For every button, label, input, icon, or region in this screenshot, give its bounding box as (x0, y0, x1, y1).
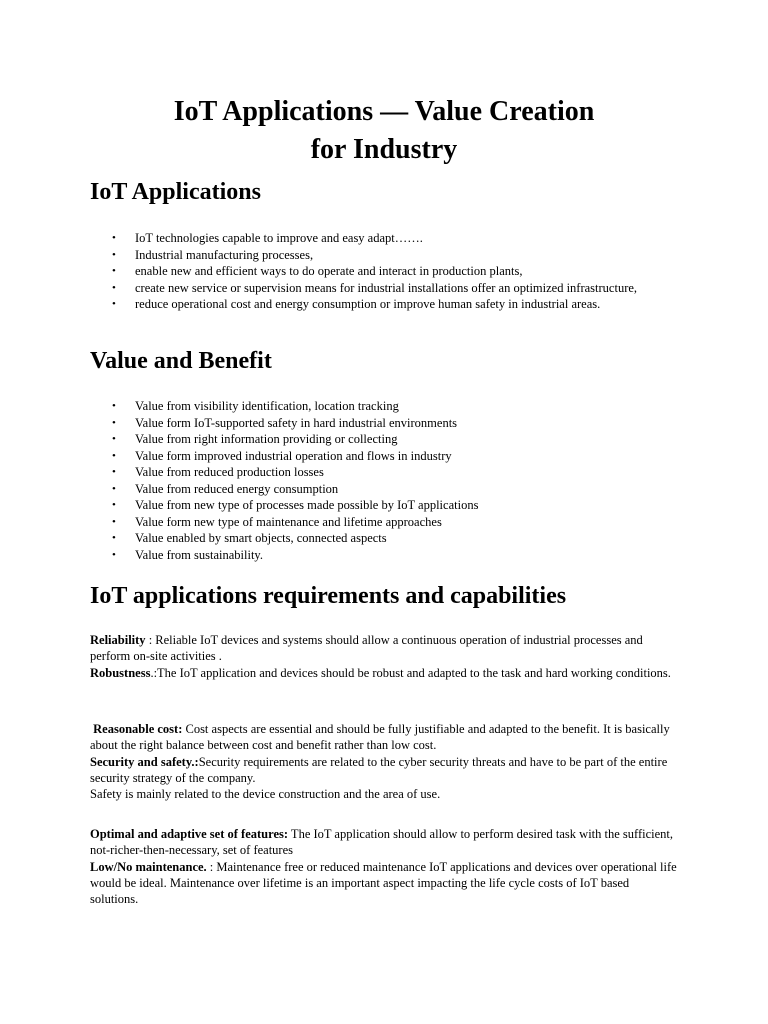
list-item: • Value from new type of processes made possible by IoT applications (90, 497, 690, 514)
cost-paragraph (90, 721, 680, 754)
list-item: • Value from sustainability. (90, 547, 690, 564)
reliability-paragraph (90, 632, 680, 665)
features-text: The IoT application should allow to perform desired task with the sufficient, not-richer-then-necessary, set of features (90, 827, 674, 858)
features-term: Optimal and adaptive set of features: (90, 827, 289, 841)
list-item: • Value form improved industrial operation and flows in industry (90, 448, 690, 465)
list-item: • reduce operational cost and energy consumption or improve human safety in industrial areas. (90, 296, 690, 313)
requirements-block-3 (90, 826, 680, 907)
security-term: Security and safety.: (90, 754, 199, 769)
requirements-block-1 (90, 632, 680, 681)
list-item: • Value form IoT-supported safety in hard industrial environments (90, 415, 690, 432)
list-item: • Value from reduced production losses (90, 464, 690, 481)
robustness-term: Robustness (90, 665, 151, 680)
requirements-block-2 (90, 721, 680, 802)
features-paragraph (90, 826, 680, 859)
reliability-text: : Reliable IoT devices and systems should allow a continuous operation of industrial processes and perform on-site activities . (90, 633, 643, 664)
robustness-text: .:The IoT application and devices should be robust and adapted to the task and hard working conditions. (150, 665, 671, 680)
safety-note: Safety is mainly related to the device construction and the area of use. (90, 787, 441, 802)
maintenance-text: : Maintenance free or reduced maintenance IoT applications and devices over operational life would be ideal. Maintenance over lifetime is an important aspect impacting the life cycle costs of IoT based solutions. (90, 859, 677, 907)
list-item: • Value form new type of maintenance and lifetime approaches (90, 514, 690, 531)
list-item: • enable new and efficient ways to do operate and interact in production plants, (90, 263, 690, 280)
list-item: • Value enabled by smart objects, connected aspects (90, 530, 690, 547)
reliability-term: Reliability (90, 633, 146, 647)
list-item: • Value from reduced energy consumption (90, 481, 690, 498)
value-list (90, 398, 690, 563)
maintenance-term: Low/No maintenance. (90, 859, 207, 874)
heading-value-benefit: Value and Benefit (90, 348, 272, 374)
list-item: • create new service or supervision means for industrial installations offer an optimized infrastructure, (90, 280, 690, 297)
list-item: • Value from right information providing or collecting (90, 431, 690, 448)
maintenance-paragraph (90, 859, 680, 908)
title-line-1: IoT Applications — Value Creation (173, 96, 595, 127)
heading-requirements: IoT applications requirements and capabilities (90, 583, 567, 609)
cost-text: Cost aspects are essential and should be fully justifiable and adapted to the benefit. It is basically about the right balance between cost and benefit rather than low cost. (90, 722, 670, 753)
security-paragraph (90, 754, 680, 787)
page-title (0, 93, 768, 169)
applications-list (90, 230, 690, 313)
security-text: Security requirements are related to the cyber security threats and have to be part of the entire security strategy of the company. (90, 754, 668, 785)
list-item: • IoT technologies capable to improve and easy adapt……. (90, 230, 690, 247)
cost-term: Reasonable cost: (93, 722, 183, 736)
list-item: • Industrial manufacturing processes, (90, 247, 690, 264)
robustness-paragraph (90, 665, 680, 681)
heading-iot-applications: IoT Applications (90, 179, 261, 205)
list-item: • Value from visibility identification, location tracking (90, 398, 690, 415)
title-line-2: for Industry (310, 134, 458, 165)
